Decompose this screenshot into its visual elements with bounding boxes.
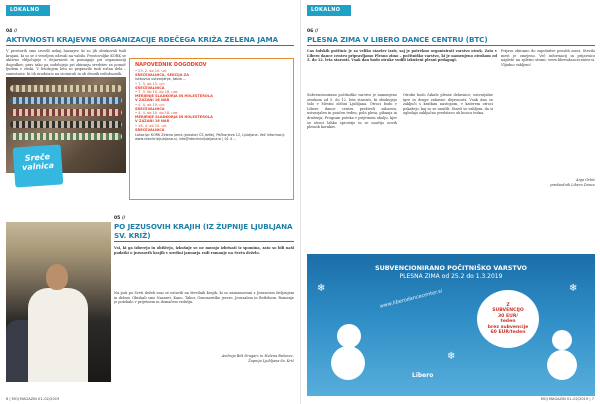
snowman-head <box>337 324 361 348</box>
article-number: 05 // <box>114 216 126 221</box>
badge-line: Z <box>506 303 510 308</box>
event-location: MERJENJE SLADKORJA IN HOLESTEROLA <box>135 94 213 99</box>
event-location: SREČEVALNICA <box>135 127 165 132</box>
bead-row <box>10 109 122 116</box>
events-footer: Lokacija: KORK Zelena jama (prostori ČS Jarše), Pečkarjeva 12, Ljubljana. Več informacij: www.rdecikrizljubljana.si, info@rdecikrizljubljana.si | 01 4 ... <box>135 133 285 142</box>
event-item <box>135 111 288 124</box>
event-date: • 4. 4. ob 10. do 18. ure: <box>135 111 179 116</box>
snowman-body <box>331 346 365 380</box>
snowman-body <box>547 350 577 380</box>
event-location: SREČEVALNICA, SEKCIJA ZA <box>135 73 189 78</box>
snowflake-icon: ❄ <box>569 283 578 294</box>
event-location: SREČEVALNICA <box>135 106 165 111</box>
event-date: • 4. 4. ob 10. uri: <box>135 102 166 107</box>
badge-line: SUBVENCIJO <box>492 308 524 314</box>
page-footer: MOJ MAGAZIN 01–02/2019 | 7 <box>540 397 594 401</box>
article-lead: Čas šolskih počitnic je za veliko staršev izziv, saj je potrebno organizirati varstvo otrok. Zato v Libero dance centru pripravljamo Plesno zimo – počitniško varstvo, ki je namenjeno otrokom od 5. do 12. leta starosti. Vsak dan bodo otroke vodili izkušeni plesni pedagogi. <box>307 49 497 63</box>
event-location: SREČEVALNICA <box>135 85 165 90</box>
headline-rule <box>307 45 595 46</box>
article-column: Otroke bodo čakale plesne delavnice, ustvarjalne igre in druge zabavne dejavnosti. Vsak dan se zaključi s kratkim nastopom, v katerem otroci pokažejo, kaj so se naučili. Starši so vabljeni, da si ogledajo zaključno predstavo ob koncu tedna. <box>403 93 493 116</box>
article-column: Subvencionirano počitniško varstvo je namenjeno otrokom od 5. do 12. leta starosti, ki obiskujejo šolo v Mestni občini Ljubljana. Otroci bodo v Libero dance centru preživeli zabaven, ustvarjalen in poučen teden, poln plesa, gibanja in druženja. Program poteka v prijetnem okolju, kjer se otroci lahko sprostijo in se naučijo novih plesnih korakov. <box>307 93 397 130</box>
bead-row <box>10 133 122 140</box>
libero-logo: Libero <box>412 372 434 379</box>
photo-figure <box>46 264 68 290</box>
badge-line: brez subvencije <box>487 324 529 330</box>
badge-line: 60 EUR/teden <box>490 330 526 336</box>
event-desc: V ZAZANI 16 NAR <box>135 119 170 124</box>
event-desc: lutkovno ustvarjanje, tabla ... <box>135 77 187 82</box>
bead-row <box>10 121 122 128</box>
article-byline: Anja Grbić predsednik Libero Dance <box>550 178 595 187</box>
article-column: Prijave zbiramo do zapolnitve prostih mest. Število mest je omejeno. Več informacij in prijavnico najdete na spletni strani: www.liberodancecenter.si. Vljudno vabljeni! <box>501 49 595 67</box>
events-box <box>129 58 294 200</box>
srecevalnica-sticker <box>13 144 64 187</box>
event-date: • 7. 3. ob 10. do 18. ure: <box>135 90 179 95</box>
events-title: NAPOVEDNIK DOGODKOV <box>135 62 207 68</box>
event-date: • 7. 3. ob 10. uri: <box>135 81 166 86</box>
article-byline: Andreja Bitt Dragarc in Helena Bašovec, Župnija Ljubljana-Sv. Križ <box>221 354 294 363</box>
bead-row <box>10 85 122 92</box>
snowflake-icon: ❄ <box>447 351 456 362</box>
badge-line: teden <box>500 319 516 325</box>
article-headline: PLESNA ZIMA V LIBERO DANCE CENTRU (BTC) <box>307 35 488 44</box>
article-headline: PO JEZUSOVIH KRAJIH (IZ ŽUPNIJE LJUBLJANA SV. KRIŽ) <box>114 222 293 240</box>
event-item <box>135 69 288 82</box>
right-page <box>300 0 600 404</box>
page-footer: 6 | MOJ MAGAZIN 01–02/2019 <box>6 397 60 401</box>
dance-poster <box>307 254 595 396</box>
article-body: V prostorih smo izvedli nekaj bazarjev, ki so jih obiskovali tudi krajani, ki so se z veseljem odzvali na vabilo. Prostovoljke KORK se aktivno vključujejo v dejavnosti in pomagajo pri organizaciji dogodkov, prav tako pa sodelujejo pri zbiranju sredstev za pomoč ljudem v stiski. V letošnjem letu so pripravile tudi ročna dela – zapestnice, ki jih prodajajo na stojnicah in ob drugih priložnostih. <box>6 49 126 75</box>
photo-figure <box>28 288 88 382</box>
article-number: 04 // <box>6 29 18 34</box>
article-number: 06 // <box>307 29 319 34</box>
snowman-head <box>552 330 572 350</box>
event-date: • 18. 4. ob 10. uri: <box>135 123 168 128</box>
badge-line: 30 EUR/ <box>497 313 519 319</box>
pilgrimage-photo <box>6 222 111 382</box>
poster-subtitle: PLESNA ZIMA od 25.2 do 1.3.2019 <box>399 273 503 280</box>
section-tab: LOKALNO <box>307 5 351 16</box>
event-item <box>135 103 288 111</box>
event-item <box>135 124 288 132</box>
article-body: Na poti po Sveti deželi smo se ustavili na številnih krajih, ki so zaznamovani z Jezusovim življenjem in delom. Obiskali smo Nazaret, Kano, Tabor, Genezareško jezero, Jeruzalem in Betlehem. Romanje je potekalo v prijetnem in domačem vzdušju. <box>114 291 294 305</box>
bead-row <box>10 97 122 104</box>
price-badge <box>477 290 539 348</box>
poster-url: www.liberodancecenter.si <box>379 288 443 310</box>
event-date: • 23. 2. ob 10. uri: <box>135 69 168 73</box>
sticker-line: valnica <box>21 160 55 173</box>
snowflake-icon: ❄ <box>317 283 326 294</box>
headline-rule <box>6 45 294 46</box>
section-tab: LOKALNO <box>6 5 50 16</box>
event-item <box>135 90 288 103</box>
article-lead: Vsi, ki ga izberejo in obiščejo, izkušnje se ne morajo izbrisati iz spomina, zato so bili naši podatki o jezusovih krajih v sredini januarja radi romanje na Sveto deželo. <box>114 246 294 255</box>
sticker-line: Sreče <box>24 152 51 163</box>
headline-rule <box>114 241 294 242</box>
event-item <box>135 82 288 90</box>
article-headline: AKTIVNOSTI KRAJEVNE ORGANIZACIJE RDEČEGA KRIŽA ZELENA JAMA <box>6 35 278 44</box>
event-desc: V ZAZANI 16 NAR <box>135 98 170 103</box>
poster-title: SUBVENCIONIRANO POČITNIŠKO VARSTVO <box>375 264 527 272</box>
event-location: MERJENJE SLADKORJA IN HOLESTEROLA <box>135 115 213 120</box>
